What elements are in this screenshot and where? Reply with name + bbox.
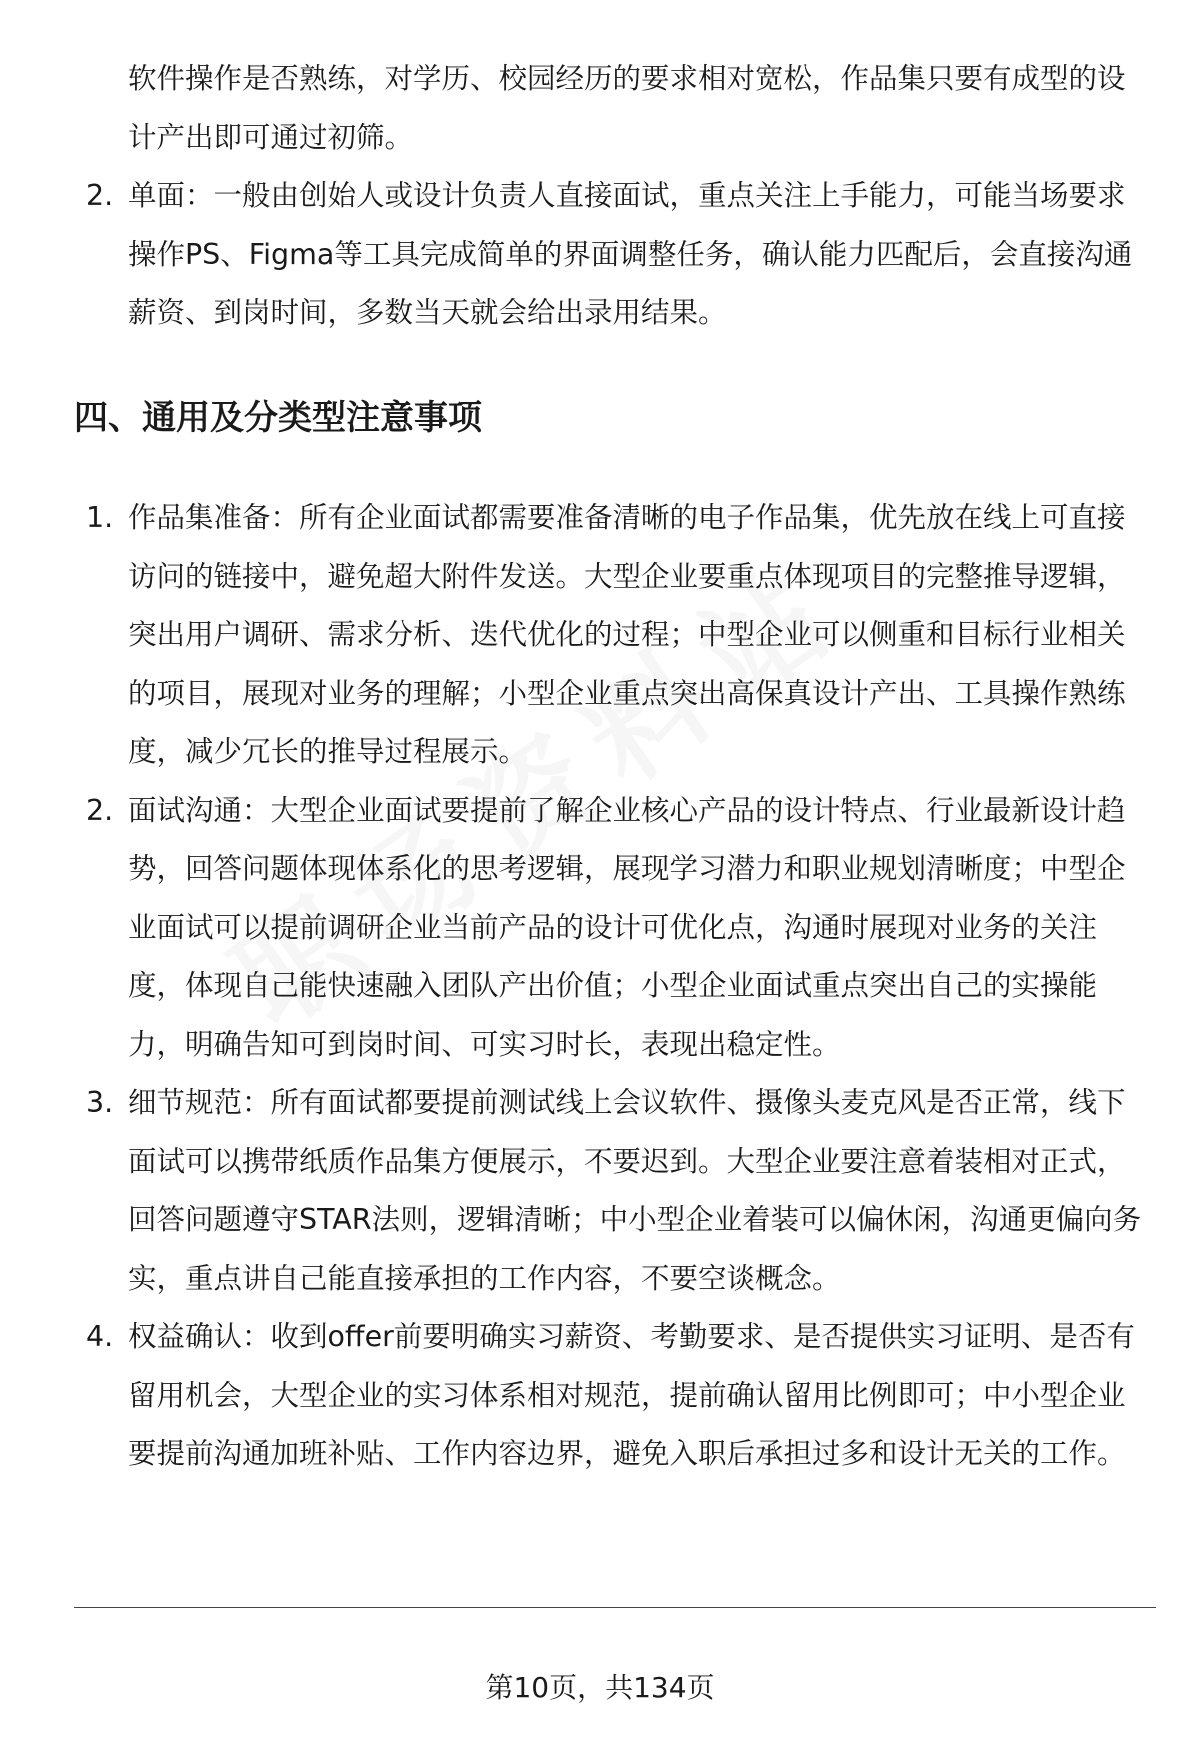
- list-item-number: 3.: [86, 1086, 114, 1119]
- list-item-number: 2.: [86, 179, 114, 212]
- footer-divider: [74, 1607, 1156, 1608]
- list-item: [0, 489, 1200, 782]
- previous-section-continuation: [0, 50, 1200, 343]
- notes-list: [0, 489, 1200, 1484]
- section-heading: 四、通用及分类型注意事项: [74, 398, 482, 438]
- list-item-number: 1.: [86, 501, 114, 534]
- list-item-number: 4.: [86, 1320, 114, 1353]
- list-item-number: 2.: [86, 793, 114, 827]
- list-item-text: 权益确认：收到offer前要明确实习薪资、考勤要求、是否提供实习证明、是否有留用机会，大型企业的实习体系相对规范，提前确认留用比例即可；中小型企业要提前沟通加班补贴、工作内容边界，避免入职后承担过多和设计无关的工作。: [128, 1320, 1135, 1470]
- list-item-text: 细节规范：所有面试都要提前测试线上会议软件、摄像头麦克风是否正常，线下面试可以携带纸质作品集方便展示，不要迟到。大型企业要注意着装相对正式，回答问题遵守STAR法则，逻辑清晰；中小型企业着装可以偏休闲，沟通更偏向务实，重点讲自己能直接承担的工作内容，不要空谈概念。: [128, 1086, 1142, 1295]
- list-item-text: 作品集准备：所有企业面试都需要准备清晰的电子作品集，优先放在线上可直接访问的链接中，避免超大附件发送。大型企业要重点体现项目的完整推导逻辑，突出用户调研、需求分析、迭代优化的过程；中型企业可以侧重和目标行业相关的项目，展现对业务的理解；小型企业重点突出高保真设计产出、工具操作熟练度，减少冗长的推导过程展示。: [128, 501, 1126, 768]
- list-item-text: 面试沟通：大型企业面试要提前了解企业核心产品的设计特点、行业最新设计趋势，回答问题体现体系化的思考逻辑，展现学习潜力和职业规划清晰度；中型企业面试可以提前调研企业当前产品的设计可优化点，沟通时展现对业务的关注度，体现自己能快速融入团队产出价值；小型企业面试重点突出自己的实操能力，明确告知可到岗时间、可实习时长，表现出稳定性。: [128, 793, 1126, 1061]
- list-item: [0, 1074, 1200, 1308]
- list-item: [0, 1308, 1200, 1484]
- list-item-text: 单面：一般由创始人或设计负责人直接面试，重点关注上手能力，可能当场要求操作PS、Figma等工具完成简单的界面调整任务，确认能力匹配后，会直接沟通薪资、到岗时间，多数当天就会给出录用结果。: [128, 179, 1133, 329]
- list-item: [0, 782, 1200, 1075]
- page-number: 第10页，共134页: [485, 1671, 715, 1704]
- list-item-continuation-text: 软件操作是否熟练，对学历、校园经历的要求相对宽松，作品集只要有成型的设计产出即可通过初筛。: [128, 62, 1126, 154]
- list-item: [0, 167, 1200, 343]
